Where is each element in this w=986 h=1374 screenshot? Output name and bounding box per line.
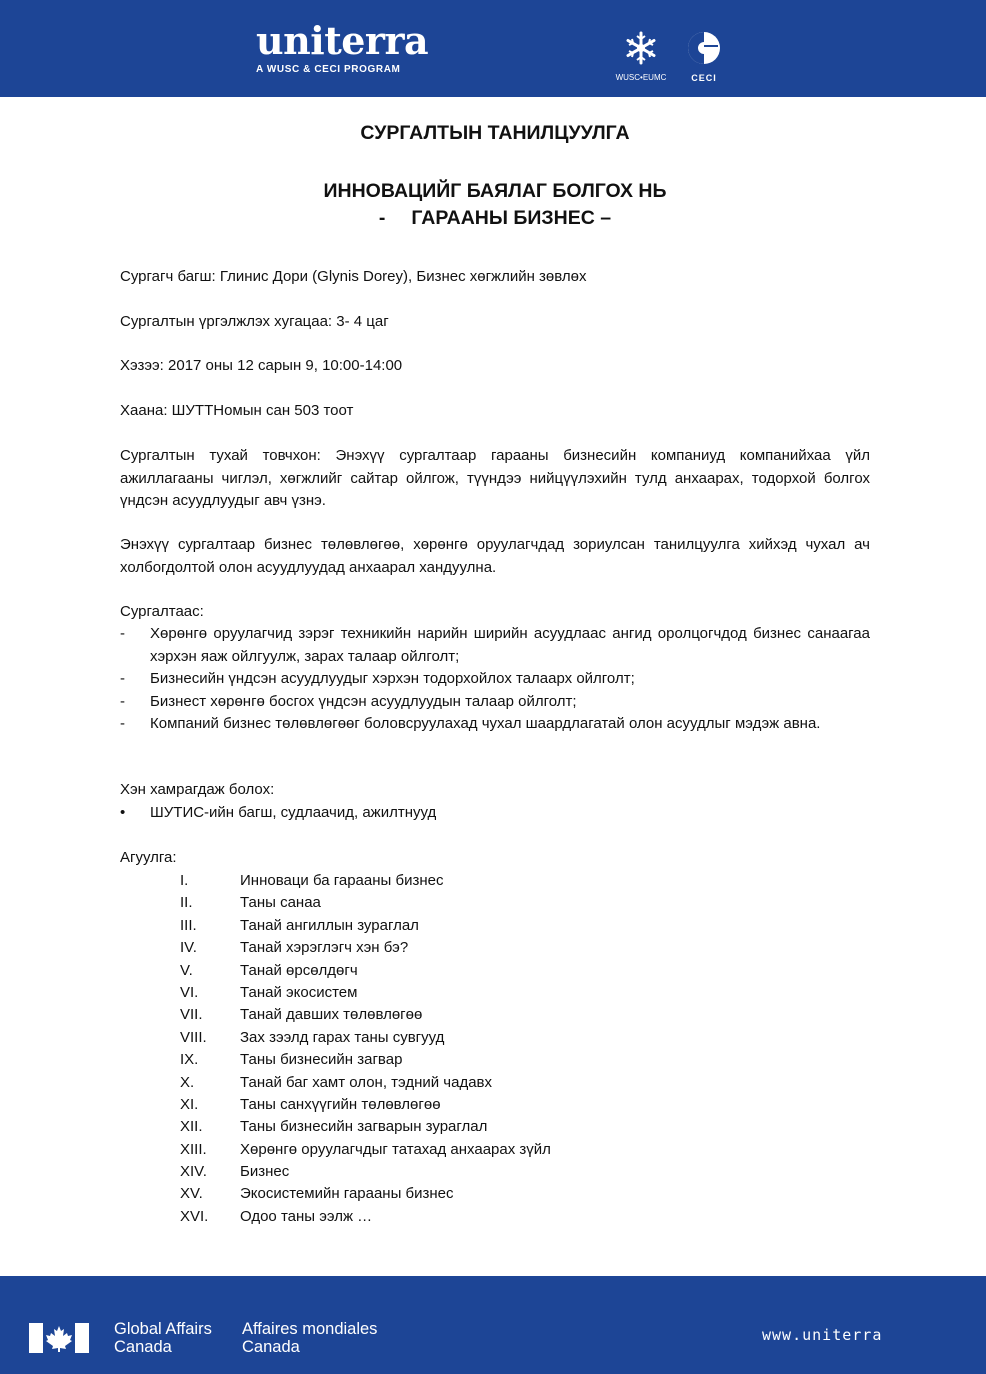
agenda-item	[180, 915, 551, 937]
wusc-eumc-logo	[613, 30, 669, 82]
brand-name: uniterra	[256, 18, 429, 63]
agenda-number: XVI.	[180, 1207, 209, 1225]
agenda-item	[180, 1049, 551, 1071]
agenda-item	[180, 1139, 551, 1161]
global-affairs-fr	[242, 1320, 377, 1356]
document-subtitle-1: ИННОВАЦИЙГ БАЯЛАГ БОЛГОХ НЬ	[323, 180, 667, 202]
document-title: СУРГАЛТЫН ТАНИЛЦУУЛГА	[360, 122, 630, 144]
global-affairs-en-line2: Canada	[114, 1338, 172, 1356]
global-affairs-fr-line1: Affaires mondiales	[242, 1320, 378, 1338]
bullet-icon: •	[120, 804, 126, 821]
agenda-text: Таны бизнесийн загварын зураглал	[240, 1118, 488, 1136]
agenda-number: XI.	[180, 1095, 199, 1113]
subtitle-dash: -	[378, 207, 386, 229]
global-affairs-en	[114, 1320, 212, 1356]
agenda-item	[180, 1004, 551, 1026]
agenda-text: Таны санхүүгийн төлөвлөгөө	[240, 1095, 441, 1113]
agenda-item	[180, 1094, 551, 1116]
agenda-number: VI.	[180, 983, 199, 1001]
list-item	[120, 691, 870, 714]
list-item	[120, 623, 870, 668]
ceci-label: CECI	[691, 73, 717, 83]
agenda-item	[180, 1116, 551, 1138]
dash-bullet: -	[120, 692, 125, 710]
footer-url: www.uniterra	[762, 1326, 883, 1344]
summary-paragraph: Сургалтын тухай товчхон: Энэхүү сургалтаар гарааны бизнесийн компаниуд компанийхаа үйл ажиллагааны чиглэл, хөгжлийг сайтар ойлгож, түүндээ нийцүүлэхийн тулд анхаарах, тодорхой болгох үндсэн асуудлуудыг авч үзнэ.	[120, 447, 870, 509]
agenda-item	[180, 1027, 551, 1049]
list-item	[120, 713, 870, 736]
agenda-number: XV.	[180, 1185, 203, 1203]
outcomes-heading: Сургалтаас:	[120, 603, 204, 620]
agenda-text: Танай өрсөлдөгч	[240, 961, 358, 979]
agenda-number: XIV.	[180, 1163, 207, 1181]
outcome-text: Хөрөнгө оруулагчид зэрэг техникийн нарийн ширийн асуудлаас ангид оролцогчдод бизнес санаагаа хэрхэн яаж ойлгуулж, зарах талаар ойлголт;	[150, 625, 870, 665]
agenda-number: X.	[180, 1073, 195, 1091]
global-affairs-fr-line2: Canada	[242, 1338, 300, 1356]
audience-text: ШУТИС-ийн багш, судлаачид, ажилтнууд	[150, 804, 437, 821]
agenda-text: Бизнес	[240, 1163, 290, 1181]
dash-bullet: -	[120, 715, 125, 732]
agenda-number: V.	[180, 961, 193, 979]
agenda-text: Танай баг хамт олон, тэдний чадавх	[240, 1073, 493, 1091]
agenda-text: Таны санаа	[240, 894, 321, 912]
dash-bullet: -	[120, 670, 125, 687]
snowflake-icon	[623, 30, 659, 66]
agenda-number: IX.	[180, 1051, 199, 1069]
ceci-emblem-icon	[686, 30, 722, 66]
audience-heading: Хэн хамрагдаж болох:	[120, 781, 275, 798]
place-line: Хаана: ШУТТНомын сан 503 тоот	[120, 402, 354, 419]
agenda-item	[180, 1206, 551, 1228]
ceci-logo	[684, 30, 724, 83]
outcome-text: Бизнесийн үндсэн асуудлуудыг хэрхэн тодорхойлох талаарх ойлголт;	[150, 670, 635, 687]
brand-tagline: A WUSC & CECI PROGRAM	[256, 64, 401, 75]
outcome-text: Компаний бизнес төлөвлөгөөг боловсруулахад чухал шаардлагатай олон асуудлыг мэдэж авна.	[150, 715, 821, 732]
agenda-number: III.	[180, 916, 197, 934]
agenda-item	[180, 892, 551, 914]
document-subtitle-2	[120, 207, 870, 230]
agenda-item	[180, 1183, 551, 1205]
agenda-text: Зах зээлд гарах таны сувгууд	[240, 1028, 445, 1046]
agenda-text: Одоо таны ээлж …	[240, 1207, 373, 1225]
canada-flag-icon	[29, 1323, 89, 1353]
subtitle-2-text: ГАРААНЫ БИЗНЕС –	[411, 207, 612, 229]
agenda-text: Хөрөнгө оруулагчдыг татахад анхаарах зүйл	[240, 1140, 551, 1158]
agenda-item	[180, 937, 551, 959]
agenda-text: Танай ангиллын зураглал	[240, 916, 419, 934]
global-affairs-en-line1: Global Affairs	[114, 1320, 212, 1338]
date-line: Хэзээ: 2017 оны 12 сарын 9, 10:00-14:00	[120, 357, 403, 374]
outcome-text: Бизнест хөрөнгө босгох үндсэн асуудлуудын талаар ойлголт;	[150, 692, 577, 710]
agenda-item	[180, 960, 551, 982]
uniterra-logo	[256, 18, 429, 75]
agenda-text: Инноваци ба гарааны бизнес	[240, 872, 444, 889]
agenda-number: I.	[180, 872, 189, 889]
agenda-number: II.	[180, 894, 193, 912]
agenda-item	[180, 1161, 551, 1183]
agenda-text: Танай экосистем	[240, 983, 358, 1001]
page-header	[0, 0, 986, 97]
agenda-item	[180, 982, 551, 1004]
agenda-number: XIII.	[180, 1140, 207, 1158]
outcomes-list	[120, 623, 870, 736]
list-item	[120, 668, 870, 691]
agenda-text: Танай давших төлөвлөгөө	[240, 1006, 423, 1024]
summary-paragraph-2: Энэхүү сургалтаар бизнес төлөвлөгөө, хөрөнгө оруулагчдад зориулсан танилцуулга хийхэд чухал ач холбогдолтой олон асуудлуудад анхаарал хандуулна.	[120, 536, 870, 576]
agenda-text: Экосистемийн гарааны бизнес	[240, 1185, 454, 1203]
duration-line: Сургалтын үргэлжлэх хугацаа: 3- 4 цаг	[120, 313, 389, 330]
agenda-item	[180, 1072, 551, 1094]
agenda-number: XII.	[180, 1118, 203, 1136]
agenda-list	[180, 870, 551, 1228]
agenda-text: Таны бизнесийн загвар	[240, 1051, 403, 1069]
agenda-number: IV.	[180, 939, 197, 957]
agenda-item	[180, 870, 551, 892]
agenda-number: VIII.	[180, 1028, 207, 1046]
agenda-text: Танай хэрэглэгч хэн бэ?	[240, 939, 409, 957]
audience-list	[120, 802, 870, 825]
list-item	[120, 802, 870, 825]
dash-bullet: -	[120, 625, 125, 642]
agenda-heading: Агуулга:	[120, 849, 177, 866]
agenda-number: VII.	[180, 1006, 203, 1024]
wusc-eumc-label: WUSC•EUMC	[615, 73, 667, 82]
page-footer	[0, 1276, 986, 1374]
trainer-line: Сургагч багш: Глинис Дори (Glynis Dorey), Бизнес хөгжлийн зөвлөх	[120, 268, 587, 285]
